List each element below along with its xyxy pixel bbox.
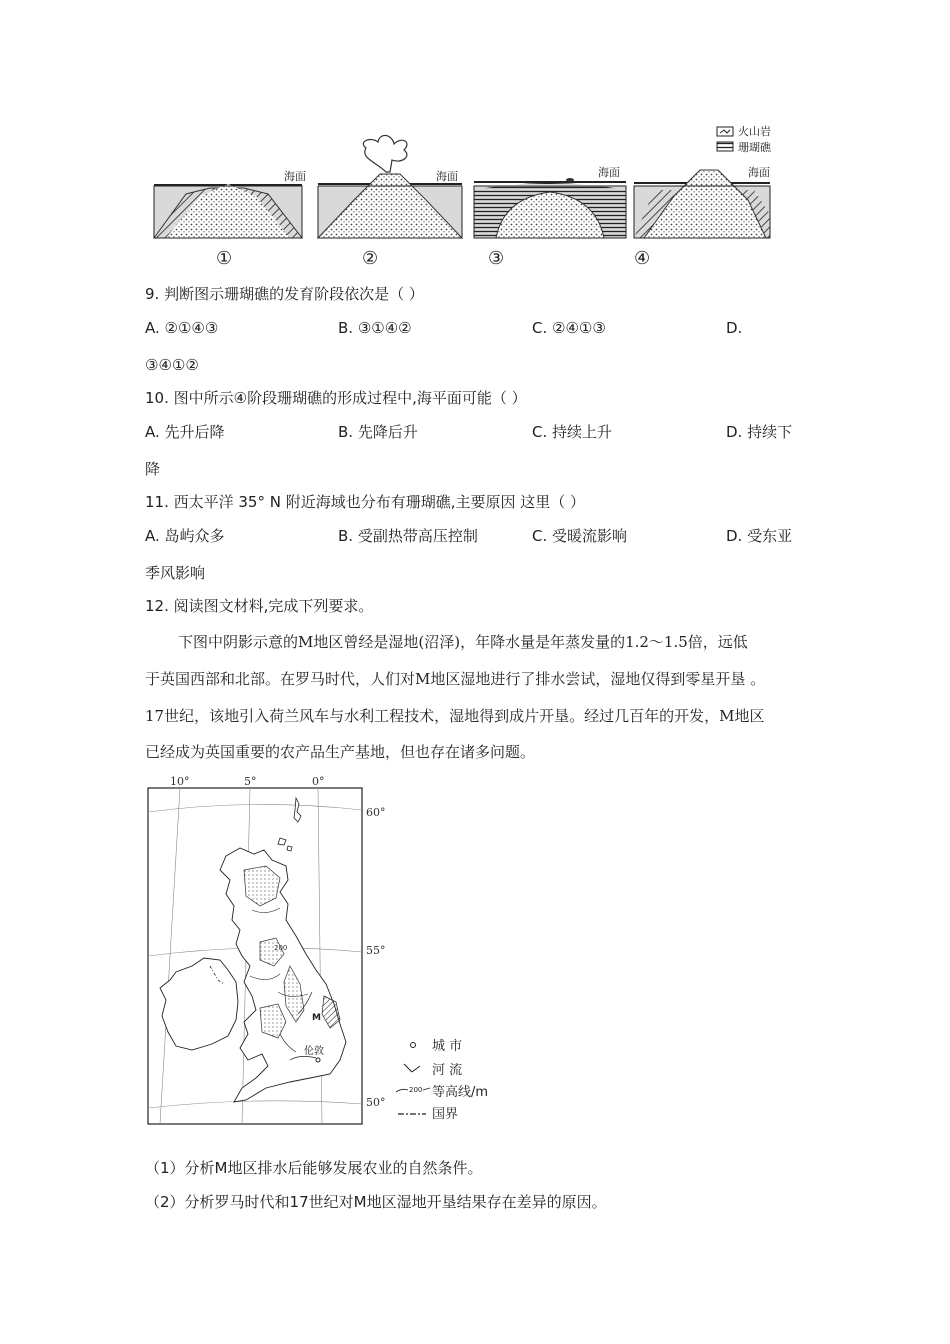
q10-option-a: A. 先升后降 [145, 423, 225, 441]
q9-option-c: C. ②④①③ [532, 319, 606, 337]
panel-number-1: ① [216, 248, 233, 269]
sea-label-2: 海面 [436, 170, 458, 183]
lat-label-55: 55° [366, 944, 386, 957]
british-isles-map [140, 770, 520, 1132]
q12-para-line-4: 已经成为英国重要的农产品生产基地，但也存在诸多问题。 [145, 743, 536, 761]
legend-coral-label: 珊瑚礁 [738, 141, 771, 154]
legend-river-icon [404, 1064, 420, 1072]
london-city-marker [316, 1058, 320, 1062]
q12-para-line-2: 于英国西部和北部。在罗马时代，人们对M地区湿地进行了排水尝试，湿地仅得到零星开垦 。 [145, 670, 766, 688]
legend-volcanic-label: 火山岩 [738, 125, 771, 138]
q12-sub2: （2）分析罗马时代和17世纪对M地区湿地开垦结果存在差异的原因。 [145, 1193, 607, 1211]
legend-contour-icon [396, 1089, 408, 1092]
map-legend [396, 1039, 488, 1122]
panel-number-4: ④ [634, 248, 651, 269]
sea-label-4: 海面 [748, 166, 770, 179]
q9-option-d-cont: ③④①② [145, 356, 199, 374]
q9-option-b: B. ③①④② [338, 319, 412, 337]
legend-contour-label: 等高线/m [432, 1085, 489, 1100]
map-svg [140, 770, 520, 1132]
panel-4 [634, 170, 770, 238]
m-region-label: M [312, 1013, 321, 1023]
q9-option-d: D. [726, 319, 743, 337]
lat-label-50: 50° [366, 1096, 386, 1109]
coral-reef-diagram [140, 118, 790, 270]
legend-contour-value: 200 [409, 1086, 423, 1094]
lat-label-60: 60° [366, 806, 386, 819]
coral-legend [717, 124, 772, 154]
q10-option-d: D. 持续下 [726, 423, 793, 441]
q11-option-b: B. 受副热带高压控制 [338, 527, 478, 545]
legend-city-label: 城 市 [432, 1039, 463, 1054]
q10-option-b: B. 先降后升 [338, 423, 418, 441]
contour-value-label: 200 [274, 944, 288, 952]
sea-label-1: 海面 [284, 170, 306, 183]
sea-label-3: 海面 [598, 166, 620, 179]
legend-city-icon [411, 1043, 416, 1048]
lon-label-0: 0° [312, 775, 325, 788]
q11-option-a: A. 岛屿众多 [145, 527, 225, 545]
panel-number-3: ③ [488, 248, 505, 269]
panel-1 [154, 184, 302, 238]
panel-3 [474, 178, 626, 238]
legend-river-label: 河 流 [432, 1063, 463, 1078]
q9-option-a: A. ②①④③ [145, 319, 219, 337]
q9-stem: 9. 判断图示珊瑚礁的发育阶段依次是（ ） [145, 285, 424, 303]
q12-para-line-1: 下图中阴影示意的M地区曾经是湿地(沼泽)，年降水量是年蒸发量的1.2～1.5倍，远低 [178, 633, 748, 651]
panel-2 [318, 135, 462, 238]
q12-sub1: （1）分析M地区排水后能够发展农业的自然条件。 [145, 1159, 483, 1177]
london-label: 伦敦 [304, 1046, 324, 1057]
q12-para-line-3: 17世纪，该地引入荷兰风车与水利工程技术，湿地得到成片开垦。经过几百年的开发，M地区 [145, 707, 765, 725]
q11-option-c: C. 受暖流影响 [532, 527, 628, 545]
lon-label-10: 10° [170, 775, 190, 788]
legend-border-label: 国界 [432, 1107, 459, 1122]
q11-option-d: D. 受东亚 [726, 527, 793, 545]
q10-option-c: C. 持续上升 [532, 423, 613, 441]
q11-stem: 11. 西太平洋 35° N 附近海域也分布有珊瑚礁,主要原因 这里（ ） [145, 493, 586, 511]
q10-stem: 10. 图中所示④阶段珊瑚礁的形成过程中,海平面可能（ ） [145, 389, 527, 407]
lon-label-5: 5° [244, 775, 257, 788]
q11-option-d-cont: 季风影响 [145, 564, 206, 582]
panel-number-2: ② [362, 248, 379, 269]
q10-option-d-cont: 降 [145, 460, 161, 478]
q12-stem: 12. 阅读图文材料,完成下列要求。 [145, 597, 374, 615]
coral-reef-figure [140, 118, 790, 270]
